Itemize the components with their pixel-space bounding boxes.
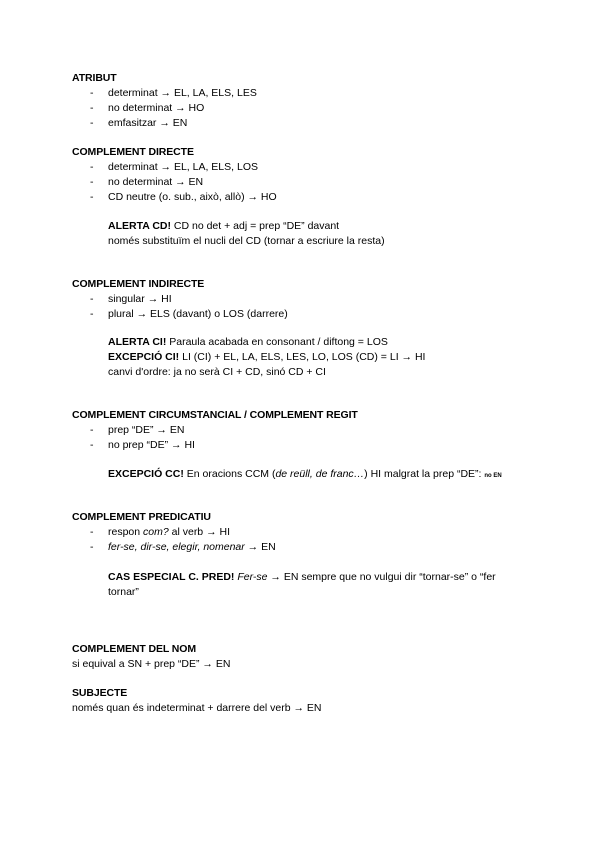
heading-atribut: ATRIBUT [72,72,117,84]
heading-subjecte: SUBJECTE [72,687,128,699]
heading-complement-del-nom: COMPLEMENT DEL NOM [72,643,197,655]
ci-order-note: canvi d'ordre: ja no serà CI + CD, sinó CD + CI [108,366,326,378]
special-case-cpred: CAS ESPECIAL C. PRED! Fer-se → EN sempre que no vulgui dir “tornar-se” o “fer [108,571,496,583]
cn-rule: si equival a SN + prep “DE” → EN [72,658,231,670]
exception-ci: EXCEPCIÓ CI! LI (CI) + EL, LA, ELS, LES, LO, LOS (CD) = LI → HI [108,351,426,363]
heading-complement-circumstancial: COMPLEMENT CIRCUMSTANCIAL / COMPLEMENT REGIT [72,409,358,421]
subjecte-rule: només quan és indeterminat + darrere del verb → EN [72,702,322,714]
alert-ci: ALERTA CI! Paraula acabada en consonant / diftong = LOS [108,336,388,348]
alert-cd: ALERTA CD! CD no det + adj = prep “DE” davant [108,220,340,232]
heading-complement-indirecte: COMPLEMENT INDIRECTE [72,278,205,290]
heading-complement-predicatiu: COMPLEMENT PREDICATIU [72,511,211,523]
alert-cd-line2: només substituïm el nucli del CD (tornar a escriure la resta) [108,235,385,247]
exception-cc: EXCEPCIÓ CC! En oracions CCM (de reüll, de franc…) HI malgrat la prep “DE”: no EN [108,468,502,480]
special-case-cpred-line2: tornar” [108,586,139,598]
document-page: ATRIBUT - determinat → EL, LA, ELS, LES - no determinat → HO - emfasitzar → EN COMPLEMENT DIRECTE - determinat → EL, LA, ELS, LOS - no determinat → EN - CD neutre (o. sub., això, allò) → HO ALERTA CD! CD no det + adj = prep “DE” davant només substituïm el nucli del CD (tornar a escriure la resta) COMPLEMENT INDIRECTE - singular → HI - plural → ELS (davant) o LOS (darrere) ALERTA CI! Paraula acabada en consonant / diftong = LOS EXCEPCIÓ CI! LI (CI) + EL, LA, ELS, LES, LO, LOS (CD) = LI → HI canvi d'ordre: ja no serà CI + CD, sinó CD + CI COMPLEMENT CIRCUMSTANCIAL / COMPLEMENT REGIT - prep “DE” → EN - no prep “DE” → HI EXCEPCIÓ CC! En oracions CCM (de reüll, de franc…) HI malgrat la prep “DE”: no EN COMPLEMENT PREDICATIU - respon com? al verb → HI - fer-se, dir-se, elegir, nomenar → EN CAS ESPECIAL C. PRED! Fer-se → EN sempre que no vulgui dir “tornar-se” o “fer tornar” COMPLEMENT DEL NOM si equival a SN + prep “DE” → EN SUBJECTE només quan és indeterminat + darrere del verb → EN [72,72,502,714]
heading-complement-directe: COMPLEMENT DIRECTE [72,146,194,158]
